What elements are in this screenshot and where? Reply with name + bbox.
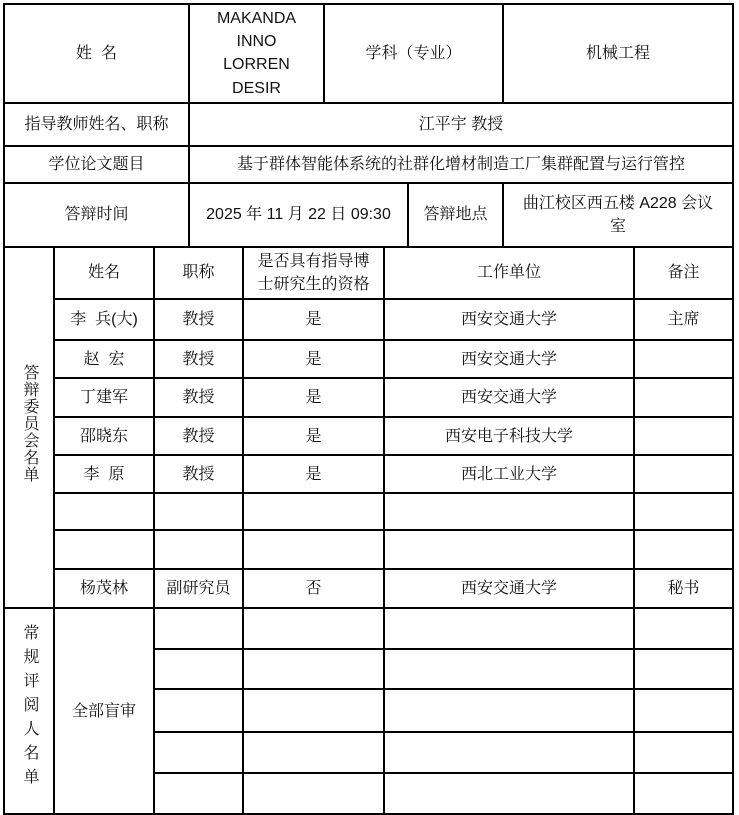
member-qualified: 否 — [305, 580, 322, 598]
major-label-text: 学科（专业） — [365, 44, 462, 62]
member-qualified-cell — [243, 378, 384, 417]
empty-cell — [154, 608, 243, 649]
member-qualified-cell — [243, 340, 384, 378]
committee-row — [4, 299, 733, 340]
committee-row-empty — [4, 530, 733, 569]
venue-label-text: 答辩地点 — [423, 206, 488, 224]
empty-cell — [634, 493, 733, 530]
row-name-major — [4, 4, 733, 103]
empty-cell — [243, 732, 384, 773]
member-note: 秘书 — [667, 580, 700, 598]
time-label — [4, 183, 189, 247]
empty-cell — [384, 608, 634, 649]
committee-section-label: 答辩委员会名单 — [21, 364, 38, 484]
committee-row — [4, 569, 733, 608]
empty-cell — [634, 773, 733, 814]
member-name: 丁建军 — [79, 389, 128, 407]
time-label-text: 答辩时间 — [64, 206, 129, 224]
member-title-cell — [154, 417, 243, 455]
member-name: 李 兵(大) — [70, 311, 138, 329]
committee-row — [4, 378, 733, 417]
reviewers-row — [4, 608, 733, 649]
member-affiliation: 西安交通大学 — [461, 311, 558, 329]
venue-value — [503, 183, 733, 247]
committee-header-note-text: 备注 — [667, 264, 700, 282]
member-qualified-cell — [243, 417, 384, 455]
committee-header-name-text: 姓名 — [87, 264, 120, 282]
empty-cell — [634, 608, 733, 649]
member-affiliation-cell — [384, 455, 634, 493]
member-title-cell — [154, 299, 243, 340]
member-name: 邵晓东 — [79, 427, 128, 445]
member-title-cell — [154, 378, 243, 417]
member-qualified: 是 — [305, 311, 322, 329]
member-name-cell — [54, 299, 154, 340]
committee-row-empty — [4, 493, 733, 530]
member-title: 教授 — [182, 311, 215, 329]
member-qualified-cell — [243, 569, 384, 608]
thesis-label-text: 学位论文题目 — [48, 155, 145, 173]
member-title: 教授 — [182, 350, 215, 368]
committee-header-qualified-text: 是否具有指导博士研究生的资格 — [257, 252, 370, 293]
member-note-cell — [634, 417, 733, 455]
member-name: 李 原 — [83, 465, 125, 483]
empty-cell — [384, 689, 634, 732]
major-value-text: 机械工程 — [586, 44, 651, 62]
empty-cell — [154, 773, 243, 814]
member-qualified-cell — [243, 455, 384, 493]
major-label — [324, 4, 503, 103]
member-title-cell — [154, 569, 243, 608]
venue-value-text: 曲江校区西五楼 A228 会议室 — [522, 194, 714, 235]
member-title: 教授 — [182, 465, 215, 483]
row-time-venue — [4, 183, 733, 247]
member-name-cell — [54, 455, 154, 493]
member-title: 副研究员 — [166, 580, 231, 598]
committee-header-note — [634, 247, 733, 299]
empty-cell — [54, 493, 154, 530]
member-qualified: 是 — [305, 465, 322, 483]
committee-header-affiliation-text: 工作单位 — [477, 264, 542, 282]
member-title: 教授 — [182, 389, 215, 407]
empty-cell — [243, 493, 384, 530]
empty-cell — [243, 530, 384, 569]
committee-header-row — [4, 247, 733, 299]
member-name: 赵 宏 — [83, 350, 125, 368]
empty-cell — [54, 530, 154, 569]
member-affiliation-cell — [384, 340, 634, 378]
empty-cell — [154, 493, 243, 530]
time-value — [189, 183, 408, 247]
member-qualified: 是 — [305, 427, 322, 445]
empty-cell — [384, 732, 634, 773]
member-note-cell — [634, 569, 733, 608]
member-qualified-cell — [243, 299, 384, 340]
member-name-cell — [54, 340, 154, 378]
member-affiliation: 西安交通大学 — [461, 350, 558, 368]
empty-cell — [634, 732, 733, 773]
committee-header-title-text: 职称 — [182, 264, 215, 282]
member-affiliation: 西北工业大学 — [461, 465, 558, 483]
empty-cell — [243, 689, 384, 732]
empty-cell — [154, 649, 243, 689]
member-affiliation-cell — [384, 378, 634, 417]
committee-header-title — [154, 247, 243, 299]
reviewers-section-label-cell — [4, 608, 54, 814]
advisor-value — [189, 103, 733, 146]
empty-cell — [243, 649, 384, 689]
advisor-value-text: 江平宇 教授 — [418, 115, 504, 133]
empty-cell — [154, 732, 243, 773]
member-note: 主席 — [667, 311, 700, 329]
empty-cell — [243, 608, 384, 649]
committee-header-affiliation — [384, 247, 634, 299]
empty-cell — [154, 689, 243, 732]
review-mode-cell — [54, 608, 154, 814]
committee-section-label-cell — [4, 247, 54, 608]
venue-label — [408, 183, 503, 247]
member-name-cell — [54, 378, 154, 417]
member-note-cell — [634, 299, 733, 340]
name-label-text: 姓 名 — [76, 44, 117, 62]
thesis-label — [4, 146, 189, 183]
member-affiliation: 西安交通大学 — [461, 580, 558, 598]
empty-cell — [384, 773, 634, 814]
member-affiliation-cell — [384, 417, 634, 455]
member-affiliation-cell — [384, 569, 634, 608]
empty-cell — [154, 530, 243, 569]
empty-cell — [384, 493, 634, 530]
member-affiliation: 西安交通大学 — [461, 389, 558, 407]
name-label — [4, 4, 189, 103]
time-value-text: 2025 年 11 月 22 日 09:30 — [206, 206, 391, 224]
thesis-value — [189, 146, 733, 183]
member-name-cell — [54, 569, 154, 608]
committee-header-qualified — [243, 247, 384, 299]
thesis-value-text: 基于群体智能体系统的社群化增材制造工厂集群配置与运行管控 — [237, 155, 686, 173]
advisor-label — [4, 103, 189, 146]
reviewers-section-label: 常规评阅人名单 — [21, 623, 38, 792]
member-affiliation: 西安电子科技大学 — [445, 427, 574, 445]
empty-cell — [634, 689, 733, 732]
name-value-text: MAKANDA INNO LORREN DESIR — [216, 10, 301, 97]
member-title: 教授 — [182, 427, 215, 445]
committee-header-name — [54, 247, 154, 299]
review-mode-text: 全部盲审 — [71, 702, 136, 720]
committee-row — [4, 417, 733, 455]
member-title-cell — [154, 455, 243, 493]
member-qualified: 是 — [305, 350, 322, 368]
member-qualified: 是 — [305, 389, 322, 407]
committee-row — [4, 455, 733, 493]
row-thesis — [4, 146, 733, 183]
member-note-cell — [634, 340, 733, 378]
empty-cell — [384, 530, 634, 569]
member-name: 杨茂林 — [79, 580, 128, 598]
member-name-cell — [54, 417, 154, 455]
row-advisor — [4, 103, 733, 146]
member-title-cell — [154, 340, 243, 378]
defense-form-table — [3, 3, 734, 815]
empty-cell — [243, 773, 384, 814]
empty-cell — [634, 530, 733, 569]
empty-cell — [634, 649, 733, 689]
major-value — [503, 4, 733, 103]
member-affiliation-cell — [384, 299, 634, 340]
name-value — [189, 4, 324, 103]
empty-cell — [384, 649, 634, 689]
member-note-cell — [634, 378, 733, 417]
member-note-cell — [634, 455, 733, 493]
advisor-label-text: 指导教师姓名、职称 — [24, 115, 169, 133]
committee-row — [4, 340, 733, 378]
